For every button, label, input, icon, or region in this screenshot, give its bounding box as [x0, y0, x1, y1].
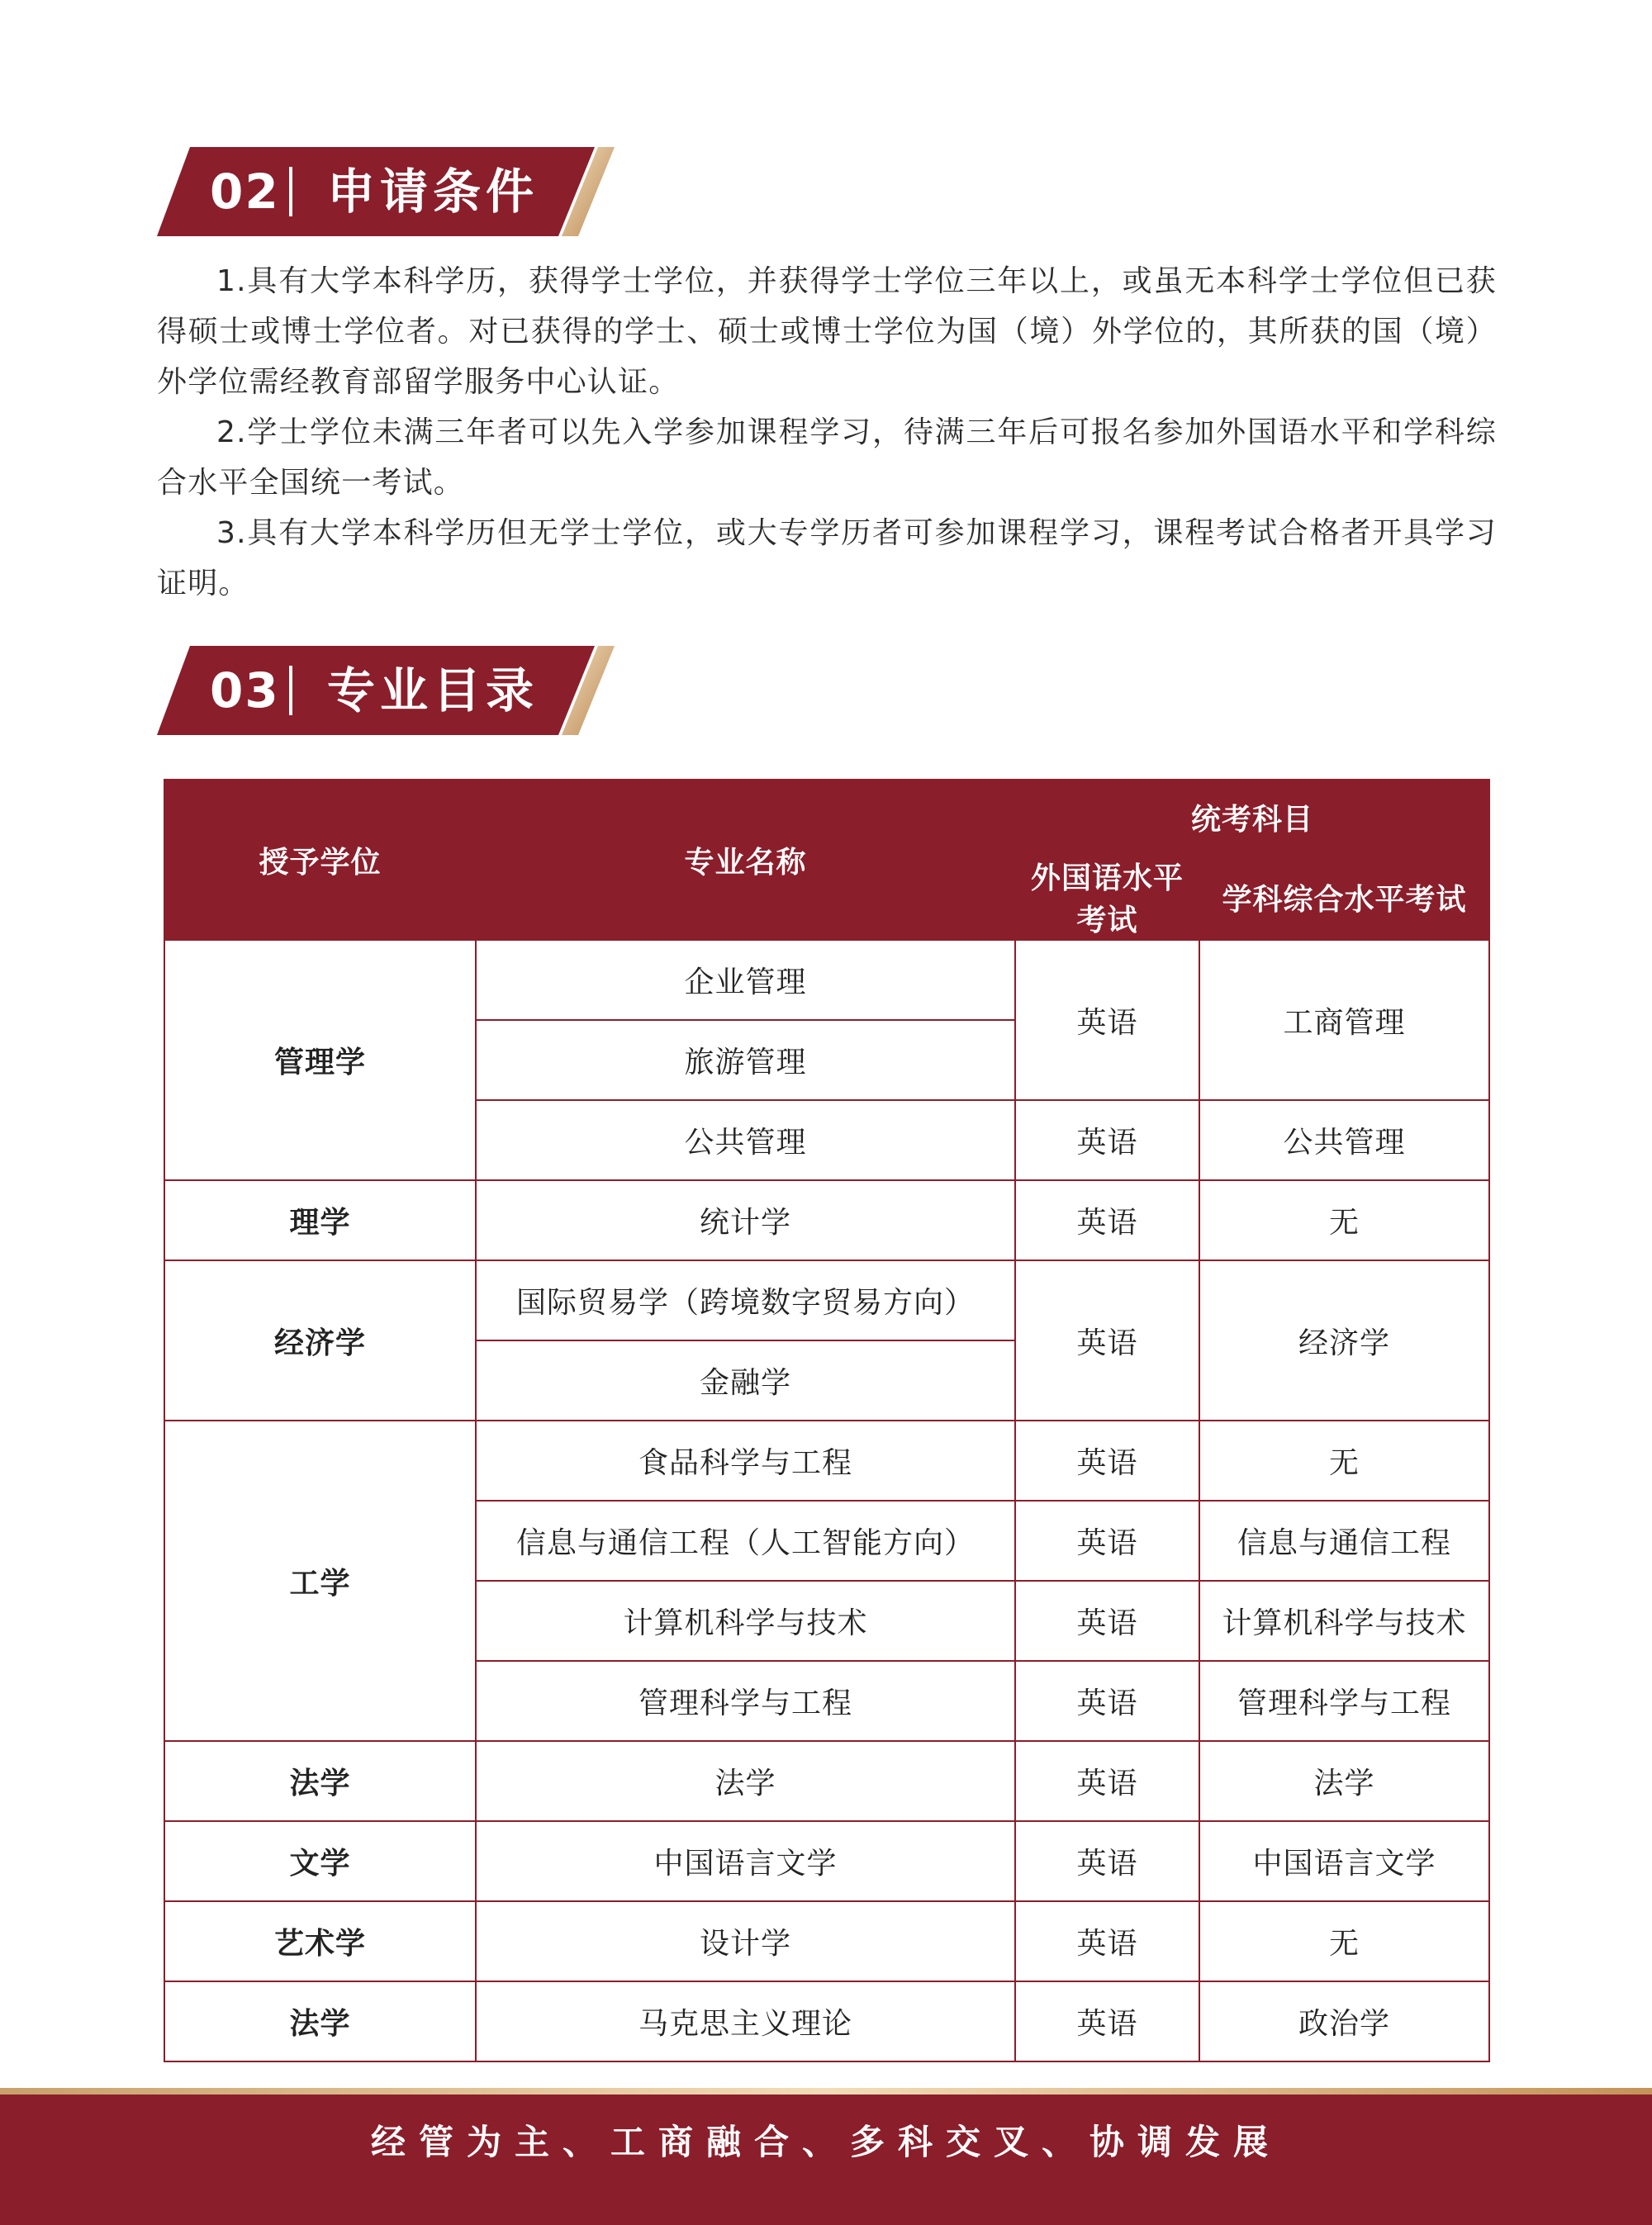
header-subject-exam: 学科综合水平考试: [1199, 854, 1489, 940]
condition-paragraph-2: 2.学士学位未满三年者可以先入学参加课程学习，待满三年后可报名参加外国语水平和学科综合水平全国统一考试。: [157, 415, 1497, 500]
subject-exam-cell: 中国语言文学: [1199, 1821, 1489, 1901]
table-row: [164, 1741, 1489, 1821]
table-row: [164, 1180, 1489, 1260]
table-row: [164, 940, 1489, 1020]
major-cell: 设计学: [476, 1901, 1015, 1981]
major-cell: 国际贸易学（跨境数字贸易方向）: [476, 1260, 1015, 1340]
section-title: 申请条件: [327, 164, 539, 220]
foreign-exam-cell: 英语: [1015, 1661, 1199, 1741]
condition-paragraph-1: 1.具有大学本科学历，获得学士学位，并获得学士学位三年以上，或虽无本科学士学位但已获得硕士或博士学位者。对已获得的学士、硕士或博士学位为国（境）外学位的，其所获的国（境）外学位需经教育部留学服务中心认证。: [157, 264, 1497, 399]
subject-exam-cell: 工商管理: [1199, 940, 1489, 1100]
foreign-exam-cell: 英语: [1015, 1901, 1199, 1981]
foreign-exam-cell: 英语: [1015, 1741, 1199, 1821]
major-cell: 旅游管理: [476, 1020, 1015, 1100]
subject-exam-cell: 无: [1199, 1901, 1489, 1981]
major-cell: 食品科学与工程: [476, 1421, 1015, 1501]
foreign-exam-cell: 英语: [1015, 1180, 1199, 1260]
foreign-exam-cell: 英语: [1015, 1100, 1199, 1180]
table-row: [164, 1981, 1489, 2061]
footer-slogan: 经管为主、工商融合、多科交叉、协调发展: [370, 2122, 1281, 2162]
subject-exam-cell: 经济学: [1199, 1260, 1489, 1421]
major-catalog-table: [164, 779, 1490, 2062]
header-major: 专业名称: [476, 780, 1015, 940]
degree-cell: 法学: [164, 1981, 476, 2061]
major-cell: 中国语言文学: [476, 1821, 1015, 1901]
condition-paragraph-3: 3.具有大学本科学历但无学士学位，或大专学历者可参加课程学习，课程考试合格者开具学习证明。: [157, 516, 1497, 600]
degree-cell: 艺术学: [164, 1901, 476, 1981]
header-exam: 统考科目: [1015, 780, 1489, 854]
major-cell: 马克思主义理论: [476, 1981, 1015, 2061]
table-row: [164, 1260, 1489, 1340]
footer-gold-line: [0, 2088, 1652, 2095]
degree-cell: 管理学: [164, 940, 476, 1180]
degree-cell: 工学: [164, 1421, 476, 1741]
section-header-conditions: [157, 147, 620, 236]
foreign-exam-cell: 英语: [1015, 940, 1199, 1100]
major-cell: 管理科学与工程: [476, 1661, 1015, 1741]
subject-exam-cell: 无: [1199, 1421, 1489, 1501]
foreign-exam-cell: 英语: [1015, 1260, 1199, 1421]
subject-exam-cell: 法学: [1199, 1741, 1489, 1821]
foreign-exam-cell: 英语: [1015, 1821, 1199, 1901]
degree-cell: 理学: [164, 1180, 476, 1260]
subject-exam-cell: 政治学: [1199, 1981, 1489, 2061]
degree-cell: 经济学: [164, 1260, 476, 1421]
subject-exam-cell: 公共管理: [1199, 1100, 1489, 1180]
section-header-catalog: [157, 646, 620, 735]
subject-exam-cell: 无: [1199, 1180, 1489, 1260]
section-number: 03: [210, 662, 280, 719]
foreign-exam-cell: 英语: [1015, 1581, 1199, 1661]
subject-exam-cell: 计算机科学与技术: [1199, 1581, 1489, 1661]
degree-cell: 法学: [164, 1741, 476, 1821]
section-divider: [289, 666, 292, 715]
foreign-exam-cell: 英语: [1015, 1981, 1199, 2061]
degree-cell: 文学: [164, 1821, 476, 1901]
major-cell: 信息与通信工程（人工智能方向）: [476, 1501, 1015, 1581]
header-degree: 授予学位: [164, 780, 476, 940]
major-cell: 法学: [476, 1741, 1015, 1821]
major-cell: 计算机科学与技术: [476, 1581, 1015, 1661]
table-row: [164, 1421, 1489, 1501]
major-cell: 统计学: [476, 1180, 1015, 1260]
section-number: 02: [210, 164, 280, 220]
table-row: [164, 1821, 1489, 1901]
major-cell: 公共管理: [476, 1100, 1015, 1180]
section-divider: [289, 167, 292, 216]
section-title: 专业目录: [327, 662, 539, 719]
foreign-exam-cell: 英语: [1015, 1421, 1199, 1501]
subject-exam-cell: 管理科学与工程: [1199, 1661, 1489, 1741]
header-foreign-language-exam: 外国语水平考试: [1015, 854, 1199, 940]
major-cell: 金融学: [476, 1340, 1015, 1421]
subject-exam-cell: 信息与通信工程: [1199, 1501, 1489, 1581]
table-row: [164, 1901, 1489, 1981]
major-cell: 企业管理: [476, 940, 1015, 1020]
foreign-exam-cell: 英语: [1015, 1501, 1199, 1581]
